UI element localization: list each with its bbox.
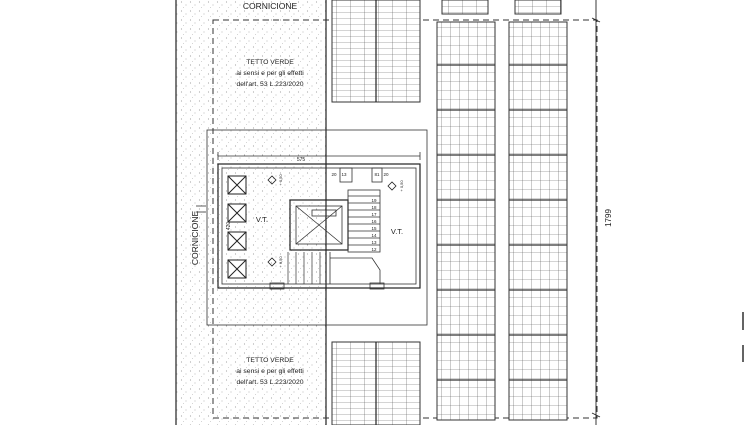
vt-left-label: V.T. [255, 215, 269, 224]
level-lower-left-label: + 0,50 [278, 256, 283, 268]
level-upper-left-label: + 0,50 [278, 174, 283, 186]
cornicione-left-label: CORNICIONE [190, 210, 200, 266]
step-number: 18 [371, 205, 377, 210]
tetto-verde-top-title: TETTO VERDE [246, 59, 294, 66]
step-number: 13 [371, 240, 377, 245]
dimension-20b-label: 20 [383, 172, 389, 177]
dimension-20a-label: 20 [331, 172, 337, 177]
dimension-13-label: 13 [341, 172, 347, 177]
dimension-total-label: 1799 [604, 209, 613, 227]
step-number: 17 [371, 212, 377, 217]
tetto-verde-top-line3: dell'art. 53 L.223/2020 [236, 81, 304, 88]
cornicione-top-label: CORNICIONE [242, 1, 298, 11]
tetto-verde-bottom-title: TETTO VERDE [246, 357, 294, 364]
step-number: 19 [371, 198, 377, 203]
tetto-verde-top-line2: ai sensi e per gli effetti [236, 70, 304, 77]
dimension-575-label: 575 [296, 157, 306, 163]
step-number: 16 [371, 219, 377, 224]
dimension-420-label: 420 [226, 221, 232, 231]
step-number: 15 [371, 226, 377, 231]
vt-right-label: V.T. [390, 227, 404, 236]
solar-panels-columns [437, 22, 567, 420]
solar-panels-bottom [332, 342, 420, 425]
step-number: 12 [371, 247, 377, 252]
tetto-verde-bottom-line3: dell'art. 53 L.223/2020 [236, 379, 304, 386]
step-number: 14 [371, 233, 377, 238]
tetto-verde-bottom-line2: ai sensi e per gli effetti [236, 368, 304, 375]
dimension-line-vertical [592, 0, 600, 425]
level-upper-right-label: + 0,50 [399, 180, 404, 192]
dimension-81-label: 81 [374, 172, 380, 177]
